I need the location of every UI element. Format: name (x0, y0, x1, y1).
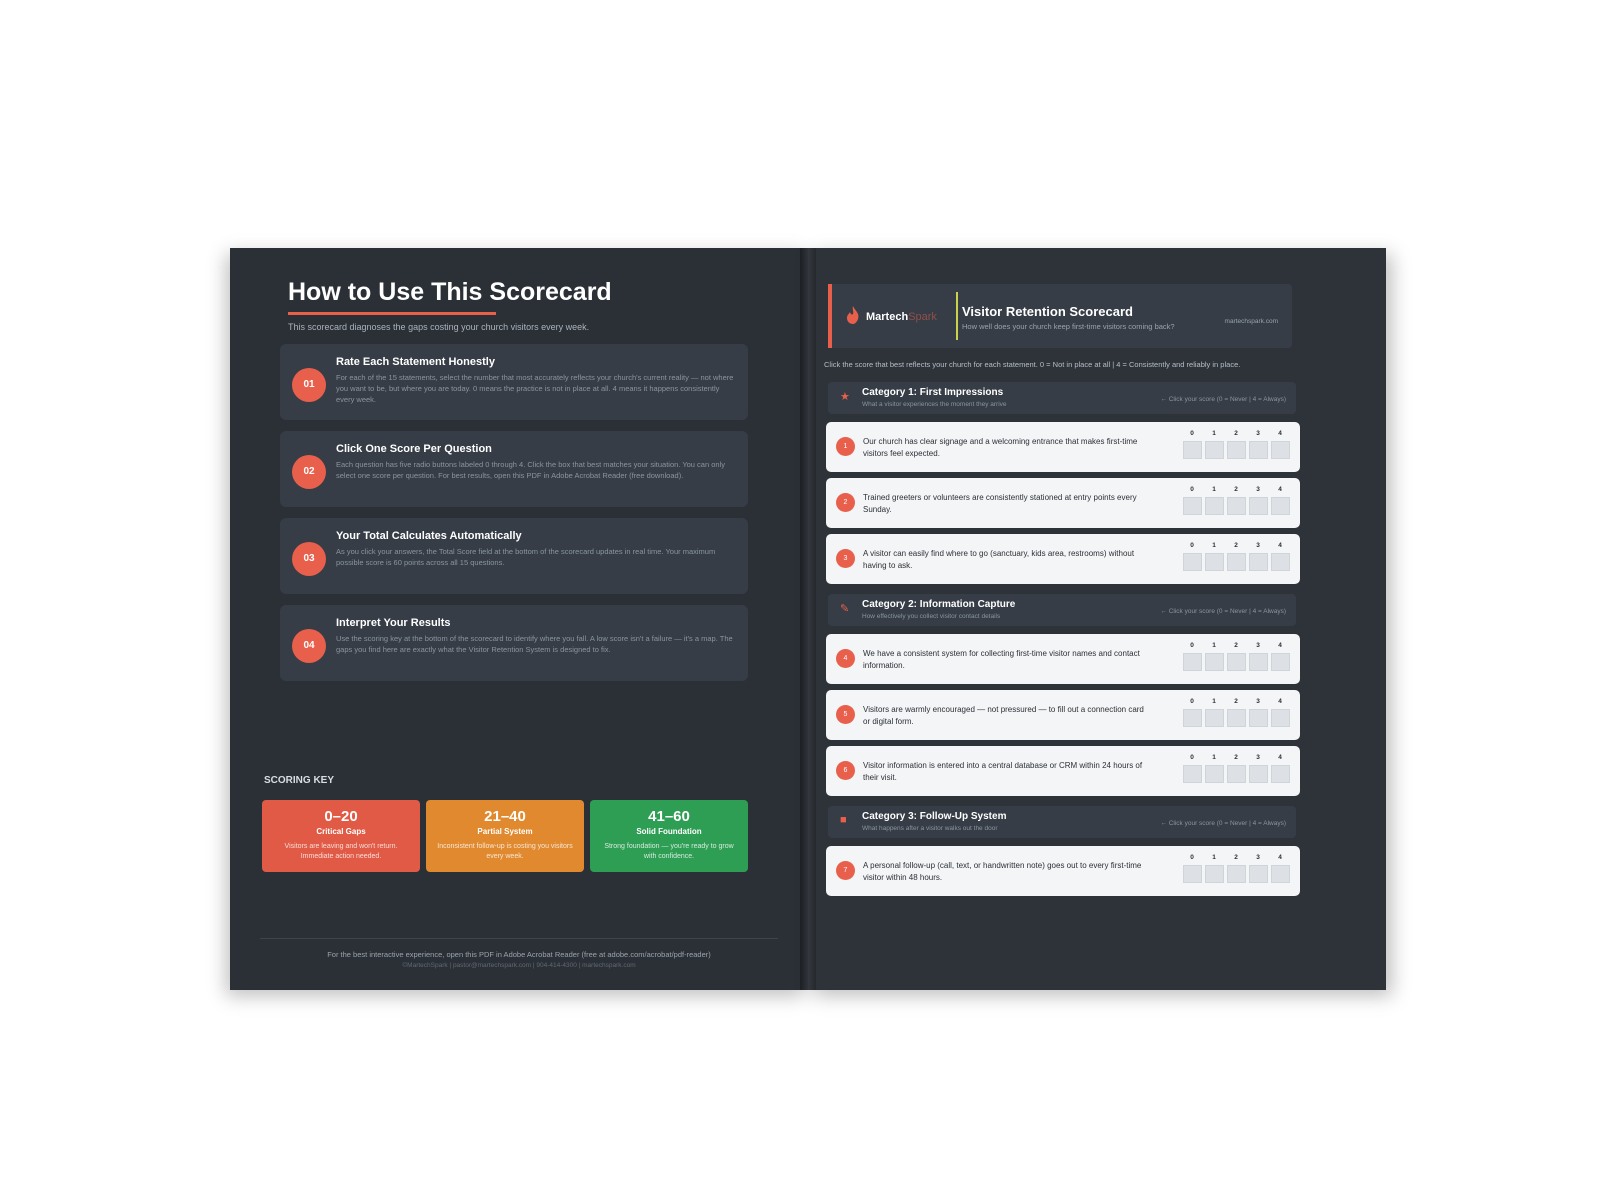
step-number-badge: 04 (292, 629, 326, 663)
score-label: 2 (1234, 854, 1238, 861)
step-card (280, 518, 748, 594)
score-label: 3 (1256, 754, 1260, 761)
scoring-key-label: SCORING KEY (264, 775, 335, 786)
category-header (828, 594, 1296, 626)
score-radio[interactable] (1205, 553, 1224, 571)
score-label: 4 (1278, 542, 1282, 549)
score-radio[interactable] (1205, 765, 1224, 783)
score-option[interactable] (1248, 698, 1268, 727)
score-label: 3 (1256, 486, 1260, 493)
step-title: Your Total Calculates Automatically (336, 530, 522, 542)
score-label: 2 (1234, 542, 1238, 549)
logo-part-b: Spark (908, 311, 937, 323)
footer-divider (260, 938, 778, 939)
question-row (826, 534, 1300, 584)
score-option[interactable] (1248, 854, 1268, 883)
score-label: 0 (1190, 854, 1194, 861)
score-radio[interactable] (1183, 653, 1202, 671)
score-option[interactable] (1248, 430, 1268, 459)
score-label: 3 (1256, 642, 1260, 649)
step-title: Interpret Your Results (336, 617, 451, 629)
step-card (280, 605, 748, 681)
score-radio[interactable] (1271, 441, 1290, 459)
score-radio[interactable] (1227, 653, 1246, 671)
category-header (828, 806, 1296, 838)
score-option[interactable] (1204, 698, 1224, 727)
scorecard-title: Visitor Retention Scorecard (962, 304, 1133, 319)
score-label: 2 (1234, 642, 1238, 649)
score-radio[interactable] (1271, 653, 1290, 671)
category-subtitle: What happens after a visitor walks out the door (862, 825, 998, 832)
page-title: How to Use This Scorecard (288, 278, 612, 306)
score-option[interactable] (1226, 754, 1246, 783)
page-subtitle: This scorecard diagnoses the gaps costing your church visitors every week. (288, 322, 590, 332)
score-radio[interactable] (1249, 765, 1268, 783)
score-option[interactable] (1204, 486, 1224, 515)
question-number: 7 (836, 861, 855, 880)
score-option[interactable] (1182, 542, 1202, 571)
score-option[interactable] (1226, 642, 1246, 671)
scoring-key-critical (262, 800, 420, 872)
score-option[interactable] (1182, 698, 1202, 727)
question-text: Trained greeters or volunteers are consistently stationed at entry points every Sunday. (863, 493, 1137, 514)
score-radio[interactable] (1271, 765, 1290, 783)
score-label: 3 (1256, 698, 1260, 705)
question-row (826, 690, 1300, 740)
score-options (1182, 854, 1292, 888)
score-radio[interactable] (1227, 765, 1246, 783)
score-label: 1 (1212, 542, 1216, 549)
score-label: 3 (1256, 854, 1260, 861)
score-options (1182, 430, 1292, 464)
score-option[interactable] (1270, 854, 1290, 883)
step-number-badge: 03 (292, 542, 326, 576)
title-underline (288, 312, 496, 315)
score-radio[interactable] (1271, 553, 1290, 571)
score-label: 0 (1190, 642, 1194, 649)
scoring-key-solid (590, 800, 748, 872)
step-body: Each question has five radio buttons labeled 0 through 4. Click the box that best matches your situation. You can only select one score per question. For best results, open this PDF in Adobe Acrobat Reader (free download). (336, 460, 725, 480)
question-number: 2 (836, 493, 855, 512)
score-radio[interactable] (1249, 553, 1268, 571)
question-number: 6 (836, 761, 855, 780)
score-option[interactable] (1226, 542, 1246, 571)
question-number: 5 (836, 705, 855, 724)
score-label: 2 (1234, 754, 1238, 761)
question-row (826, 846, 1300, 896)
question-text: A visitor can easily find where to go (sanctuary, kids area, restrooms) without having to ask. (863, 549, 1135, 570)
question-text: Visitors are warmly encouraged — not pressured — to fill out a connection card or digital form. (863, 705, 1144, 726)
score-option[interactable] (1248, 642, 1268, 671)
score-label: 1 (1212, 854, 1216, 861)
score-option[interactable] (1270, 642, 1290, 671)
score-band-name: Solid Foundation (636, 827, 702, 836)
score-option[interactable] (1248, 754, 1268, 783)
score-radio[interactable] (1271, 865, 1290, 883)
score-option[interactable] (1182, 754, 1202, 783)
category-title: Category 3: Follow-Up System (862, 811, 1007, 822)
scale-hint: ← Click your score (0 = Never | 4 = Always) (1160, 820, 1286, 827)
category-subtitle: What a visitor experiences the moment they arrive (862, 401, 1007, 408)
score-label: 0 (1190, 754, 1194, 761)
question-row (826, 422, 1300, 472)
question-number: 4 (836, 649, 855, 668)
category-subtitle: How effectively you collect visitor contact details (862, 613, 1001, 620)
score-options (1182, 642, 1292, 676)
scoring-key-partial (426, 800, 584, 872)
score-label: 3 (1256, 542, 1260, 549)
score-band-name: Critical Gaps (316, 827, 366, 836)
score-options (1182, 754, 1292, 788)
score-label: 4 (1278, 854, 1282, 861)
score-label: 0 (1190, 486, 1194, 493)
score-label: 1 (1212, 642, 1216, 649)
score-radio[interactable] (1227, 497, 1246, 515)
score-label: 1 (1212, 486, 1216, 493)
step-body: Use the scoring key at the bottom of the scorecard to identify where you fall. A low score isn't a failure — it's a map. The gaps you find here are exactly what the Visitor Retention System is designed to fix. (336, 634, 733, 654)
question-row (826, 478, 1300, 528)
score-label: 1 (1212, 754, 1216, 761)
score-option[interactable] (1182, 642, 1202, 671)
header-accent-bar (828, 284, 832, 348)
flame-icon (846, 306, 860, 324)
score-range: 0–20 (324, 808, 358, 825)
score-label: 2 (1234, 430, 1238, 437)
score-radio[interactable] (1227, 441, 1246, 459)
score-label: 4 (1278, 698, 1282, 705)
question-text: A personal follow-up (call, text, or handwritten note) goes out to every first-time visitor within 48 hours. (863, 861, 1142, 882)
question-number: 1 (836, 437, 855, 456)
score-label: 4 (1278, 754, 1282, 761)
left-page (230, 248, 808, 990)
score-range: 21–40 (484, 808, 526, 825)
question-text: Our church has clear signage and a welcoming entrance that makes first-time visitors feel expected. (863, 437, 1138, 458)
score-radio[interactable] (1183, 497, 1202, 515)
logo-part-a: Martech (866, 311, 909, 323)
score-label: 4 (1278, 486, 1282, 493)
pencil-icon: ✎ (840, 603, 850, 615)
score-radio[interactable] (1183, 765, 1202, 783)
score-label: 0 (1190, 542, 1194, 549)
score-band-name: Partial System (477, 827, 533, 836)
score-band-desc: Visitors are leaving and won't return. Immediate action needed. (284, 843, 398, 860)
score-label: 0 (1190, 430, 1194, 437)
scale-hint: ← Click your score (0 = Never | 4 = Always) (1160, 396, 1286, 403)
right-page (808, 248, 1386, 990)
score-option[interactable] (1226, 698, 1246, 727)
footer-contact: ©MartechSpark | pastor@martechspark.com | 904-414-4300 | martechspark.com (402, 962, 636, 969)
score-radio[interactable] (1249, 709, 1268, 727)
score-radio[interactable] (1271, 497, 1290, 515)
score-option[interactable] (1270, 486, 1290, 515)
score-option[interactable] (1226, 430, 1246, 459)
score-radio[interactable] (1205, 497, 1224, 515)
score-range: 41–60 (648, 808, 690, 825)
score-label: 3 (1256, 430, 1260, 437)
step-number-badge: 02 (292, 455, 326, 489)
score-option[interactable] (1270, 430, 1290, 459)
score-option[interactable] (1226, 854, 1246, 883)
star-icon: ★ (840, 391, 850, 403)
square-icon: ■ (840, 814, 847, 826)
category-title: Category 2: Information Capture (862, 599, 1016, 610)
score-label: 4 (1278, 430, 1282, 437)
score-radio[interactable] (1183, 865, 1202, 883)
question-row (826, 746, 1300, 796)
score-option[interactable] (1270, 542, 1290, 571)
scale-hint: ← Click your score (0 = Never | 4 = Always) (1160, 608, 1286, 615)
score-option[interactable] (1204, 430, 1224, 459)
step-number-badge: 01 (292, 368, 326, 402)
question-text: We have a consistent system for collecting first-time visitor names and contact information. (863, 649, 1140, 670)
score-option[interactable] (1182, 854, 1202, 883)
score-option[interactable] (1270, 698, 1290, 727)
header-divider (956, 292, 958, 340)
question-row (826, 634, 1300, 684)
score-option[interactable] (1248, 542, 1268, 571)
score-radio[interactable] (1249, 497, 1268, 515)
score-radio[interactable] (1227, 709, 1246, 727)
step-body: As you click your answers, the Total Score field at the bottom of the scorecard updates in real time. Your maximum possible score is 60 points across all 15 questions. (336, 547, 716, 567)
score-radio[interactable] (1227, 865, 1246, 883)
score-label: 4 (1278, 642, 1282, 649)
score-option[interactable] (1270, 754, 1290, 783)
scorecard-subtitle: How well does your church keep first-time visitors coming back? (962, 322, 1175, 331)
score-option[interactable] (1204, 754, 1224, 783)
score-radio[interactable] (1183, 709, 1202, 727)
score-radio[interactable] (1183, 553, 1202, 571)
step-card (280, 344, 748, 420)
step-card (280, 431, 748, 507)
book-spine (800, 248, 816, 990)
score-options (1182, 542, 1292, 576)
score-option[interactable] (1204, 542, 1224, 571)
category-header (828, 382, 1296, 414)
scorecard-header (828, 284, 1292, 348)
score-radio[interactable] (1205, 441, 1224, 459)
score-label: 1 (1212, 698, 1216, 705)
step-title: Click One Score Per Question (336, 443, 492, 455)
score-radio[interactable] (1249, 653, 1268, 671)
score-radio[interactable] (1205, 653, 1224, 671)
score-radio[interactable] (1249, 441, 1268, 459)
score-label: 2 (1234, 698, 1238, 705)
score-label: 0 (1190, 698, 1194, 705)
score-radio[interactable] (1227, 553, 1246, 571)
step-title: Rate Each Statement Honestly (336, 356, 495, 368)
question-text: Visitor information is entered into a central database or CRM within 24 hours of their visit. (863, 761, 1143, 782)
score-band-desc: Strong foundation — you're ready to grow with confidence. (604, 843, 734, 860)
score-options (1182, 698, 1292, 732)
score-option[interactable] (1182, 430, 1202, 459)
score-option[interactable] (1248, 486, 1268, 515)
score-radio[interactable] (1205, 865, 1224, 883)
score-radio[interactable] (1183, 441, 1202, 459)
footer-note: For the best interactive experience, open this PDF in Adobe Acrobat Reader (free at adobe.com/acrobat/pdf-reader) (327, 950, 711, 959)
category-title: Category 1: First Impressions (862, 387, 1004, 398)
score-radio[interactable] (1249, 865, 1268, 883)
logo (866, 311, 937, 323)
score-option[interactable] (1182, 486, 1202, 515)
step-body: For each of the 15 statements, select the number that most accurately reflects your church's current reality — not where you want to be, but where you are today. 0 means the practice is not in place at all. 4 means it happens consistently every week. (336, 373, 734, 404)
score-option[interactable] (1226, 486, 1246, 515)
score-radio[interactable] (1205, 709, 1224, 727)
score-label: 2 (1234, 486, 1238, 493)
score-band-desc: Inconsistent follow-up is costing you visitors every week. (437, 843, 573, 860)
score-options (1182, 486, 1292, 520)
score-radio[interactable] (1271, 709, 1290, 727)
score-option[interactable] (1204, 642, 1224, 671)
question-number: 3 (836, 549, 855, 568)
website-url: martechspark.com (1224, 318, 1278, 325)
instructions: Click the score that best reflects your church for each statement. 0 = Not in place at all | 4 = Consistently and reliably in place. (824, 360, 1241, 369)
score-label: 1 (1212, 430, 1216, 437)
score-option[interactable] (1204, 854, 1224, 883)
